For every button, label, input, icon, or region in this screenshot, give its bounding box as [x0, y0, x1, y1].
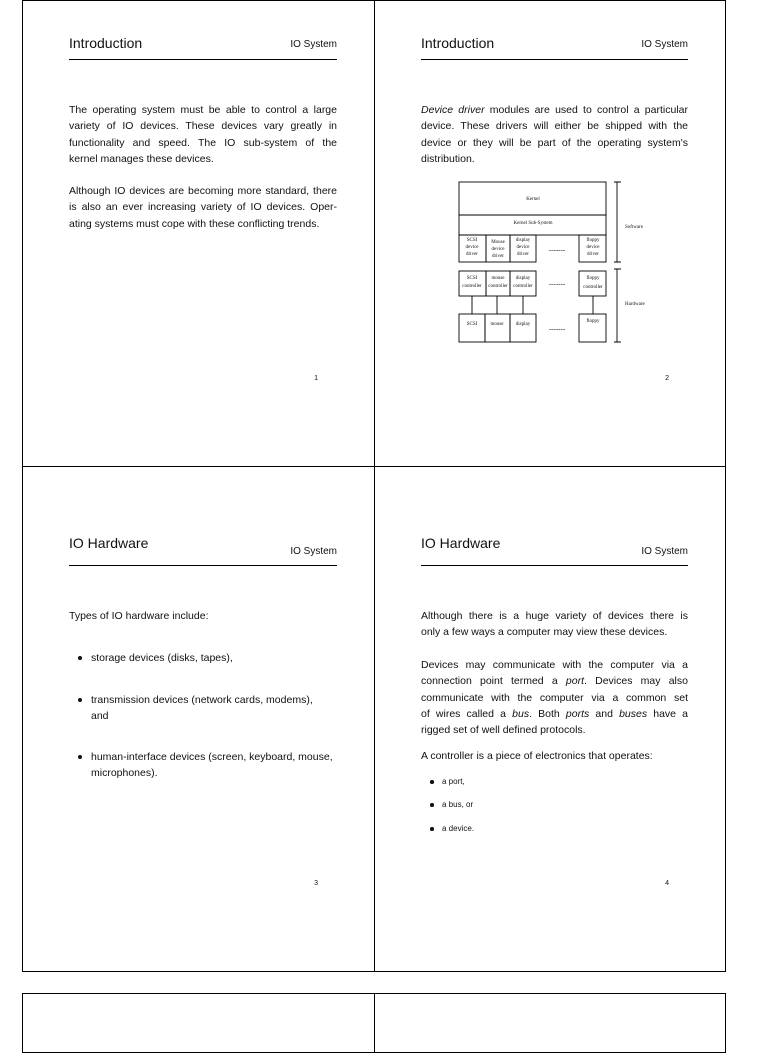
driver-label: device	[491, 247, 505, 252]
slide-title: IO Hardware	[421, 535, 501, 551]
text-line: is also an ever increasing variety of IO devices. Oper-	[69, 201, 337, 214]
text-line	[421, 706, 688, 722]
text-line: Although there is a huge variety of devices there is	[421, 610, 688, 622]
slide-6-partial	[374, 993, 726, 1053]
list-item-text: microphones).	[91, 767, 158, 780]
controller-label: SCSI	[466, 276, 478, 281]
slide-1	[22, 0, 375, 467]
list-item	[430, 776, 465, 788]
device-label: floppy	[586, 319, 600, 324]
text-line: only a few ways a computer may view these devices.	[421, 626, 668, 639]
bullet-icon	[430, 780, 434, 784]
text-line: kernel manages these devices.	[69, 152, 214, 165]
driver-label: display	[515, 238, 531, 243]
device-label: mouse	[490, 322, 504, 327]
driver-label: Mouse	[491, 240, 505, 245]
controller-label: controller	[583, 285, 603, 290]
text: connection point termed a	[421, 675, 566, 688]
slide-3	[22, 466, 375, 972]
driver-label: driver	[466, 252, 478, 257]
ellipsis-dots: -------	[548, 325, 566, 333]
text-line: ating systems must cope with these conflicting trends.	[69, 217, 320, 230]
emphasis: buses	[619, 707, 648, 720]
slide-subtitle: IO System	[641, 39, 688, 50]
text: . Both	[529, 707, 566, 720]
driver-label: device	[465, 245, 479, 250]
slide-2	[374, 0, 726, 467]
driver-label: device	[586, 245, 600, 250]
slide-title: IO Hardware	[69, 535, 149, 551]
list-item	[430, 799, 473, 811]
text: of wires called a	[421, 707, 513, 720]
ellipsis-dots: -------	[548, 246, 566, 254]
list-item-text: a port,	[442, 777, 465, 786]
intro-text: Types of IO hardware include:	[69, 610, 209, 622]
emphasis: bus	[512, 707, 530, 720]
page-number: 2	[665, 375, 669, 382]
text-line: device or they will be part of the operating system's	[421, 136, 688, 149]
emphasis: Device driver	[421, 104, 485, 116]
list-item-text: a bus, or	[442, 800, 474, 809]
text-line: Devices may communicate with the computer via a	[421, 659, 688, 671]
device-label: SCSI	[466, 322, 478, 327]
driver-label: driver	[517, 252, 529, 257]
text: modules are used to control a particular	[484, 104, 688, 116]
software-label: Software	[625, 225, 644, 230]
controller-label: controller	[488, 284, 508, 289]
bullet-icon	[78, 656, 82, 660]
driver-label: floppy	[586, 238, 600, 243]
kernel-subsystem-label: Kernel Sub-System	[513, 221, 553, 226]
page-number: 1	[314, 375, 318, 382]
slide-subtitle: IO System	[641, 546, 688, 557]
paragraph: A controller is a piece of electronics that operates:	[421, 750, 653, 762]
hardware-bracket	[614, 269, 621, 342]
text: have a	[647, 707, 689, 720]
hardware-label: Hardware	[625, 302, 645, 307]
title-rule	[421, 565, 688, 566]
list-item-text: storage devices (disks, tapes),	[91, 652, 233, 664]
emphasis: port	[565, 675, 584, 688]
controller-label: floppy	[586, 276, 600, 281]
slide-subtitle: IO System	[290, 39, 337, 50]
list-item	[78, 692, 344, 725]
page-number: 3	[314, 880, 318, 887]
bullet-icon	[78, 755, 82, 759]
slide-5-partial	[22, 993, 375, 1053]
paragraph	[421, 608, 688, 641]
bullet-icon	[430, 803, 434, 807]
list-item	[430, 823, 474, 835]
list-item	[78, 650, 344, 666]
driver-label: device	[516, 245, 530, 250]
page-number: 4	[665, 880, 669, 887]
driver-label: driver	[492, 254, 504, 259]
bullet-icon	[430, 827, 434, 831]
text-line: communicate with the computer via a common set	[421, 691, 688, 704]
software-bracket	[614, 182, 621, 262]
paragraph	[69, 183, 337, 232]
text: . Devices may also	[584, 675, 688, 688]
text-line: distribution.	[421, 152, 475, 165]
device-box	[510, 314, 536, 342]
ellipsis-dots: -------	[548, 280, 566, 288]
driver-label: SCSI	[466, 238, 478, 243]
text-line: functionality and speed. The IO sub-system of the	[69, 136, 337, 149]
list-item-text: transmission devices (network cards, modems),	[91, 694, 313, 706]
slide-title: Introduction	[69, 35, 143, 51]
text-line: The operating system must be able to control a large	[69, 104, 337, 116]
controller-label: controller	[513, 284, 533, 289]
text-line: variety of IO devices. These devices vary greatly in	[69, 120, 337, 133]
driver-label: driver	[587, 252, 599, 257]
slide-title: Introduction	[421, 35, 495, 51]
list-item-text: human-interface devices (screen, keyboard, mouse,	[91, 751, 333, 763]
text-line: Although IO devices are becoming more standard, there	[69, 185, 337, 197]
slide-subtitle: IO System	[290, 546, 337, 557]
emphasis: ports	[565, 707, 590, 720]
text-line: rigged set of well defined protocols.	[421, 724, 586, 737]
controller-label: controller	[462, 284, 482, 289]
list-item-text: and	[91, 710, 109, 723]
slide-4	[374, 466, 726, 972]
list-item-text: a device.	[442, 824, 475, 833]
list-item	[78, 749, 344, 782]
connector-lines	[472, 296, 593, 314]
device-label: display	[515, 322, 531, 327]
kernel-label: Kernel	[526, 197, 540, 202]
text-line: device. These drivers will either be shipped with the	[421, 120, 688, 133]
title-rule	[69, 565, 337, 566]
controller-box	[579, 271, 606, 296]
text-line	[421, 673, 688, 689]
bullet-icon	[78, 698, 82, 702]
text: and	[589, 707, 620, 720]
controller-label: display	[515, 276, 531, 281]
controller-label: mouse	[491, 276, 505, 281]
paragraph	[421, 657, 688, 738]
device-box	[459, 314, 485, 342]
driver-architecture-diagram	[375, 1, 727, 401]
device-box	[485, 314, 510, 342]
paragraph	[69, 102, 337, 167]
title-rule	[69, 59, 337, 60]
